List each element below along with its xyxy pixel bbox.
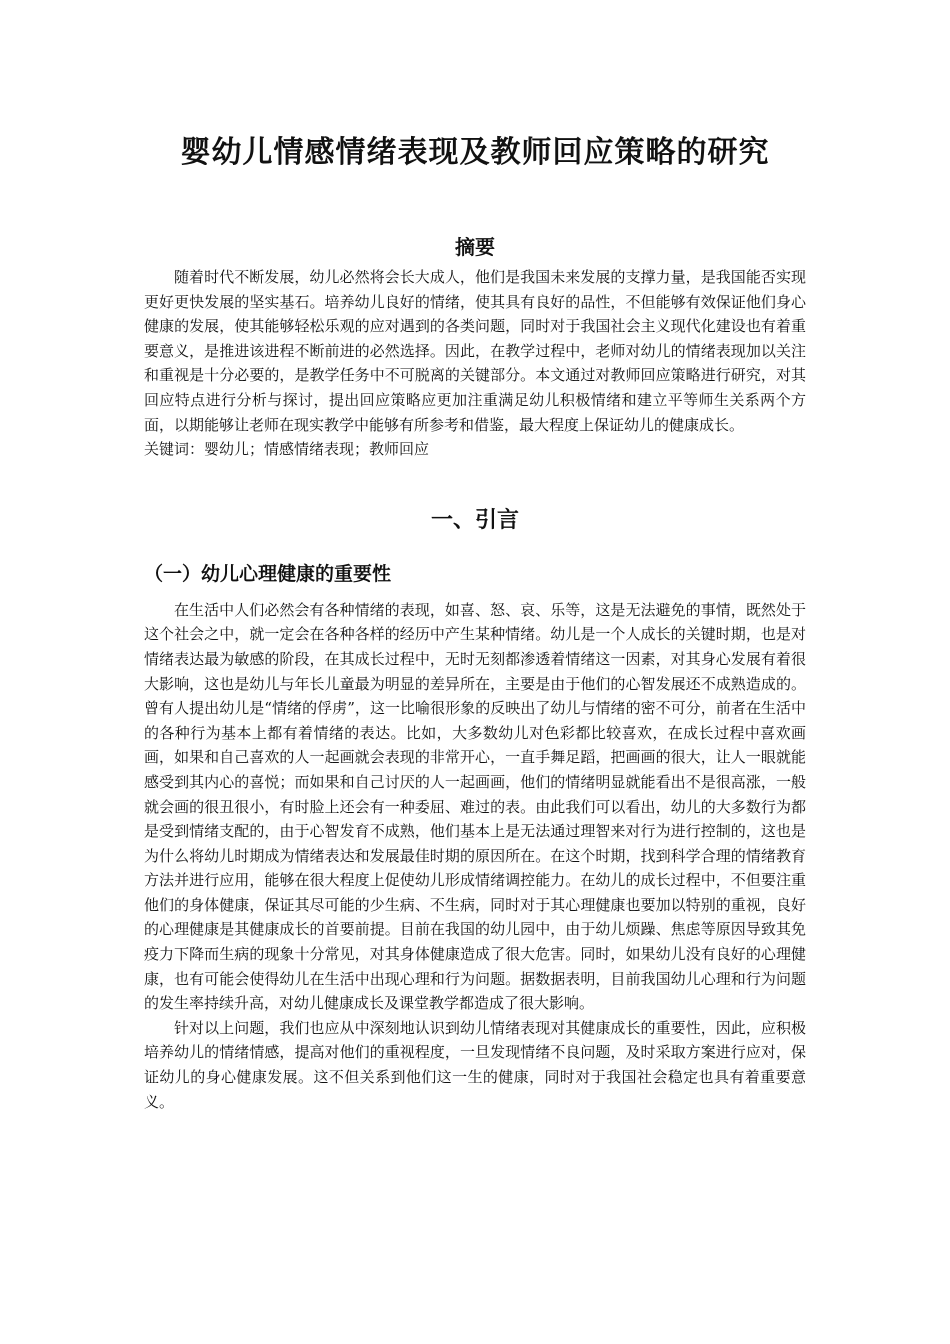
abstract-text: 随着时代不断发展，幼儿必然将会长大成人，他们是我国未来发展的支撑力量，是我国能否实现更好更快发展的坚实基石。培养幼儿良好的情绪，使其具有良好的品性，不但能够有效保证他们身心健康的发展，使其能够轻松乐观的应对遇到的各类问题，同时对于我国社会主义现代化建设也有着重要意义，是推进该进程不断前进的必然选择。因此，在教学过程中，老师对幼儿的情绪表现加以关注和重视是十分必要的，是教学任务中不可脱离的关键部分。本文通过对教师回应策略进行研究，对其回应特点进行分析与探讨，提出回应策略应更加注重满足幼儿积极情绪和建立平等师生关系两个方面，以期能够让老师在现实教学中能够有所参考和借鉴，最大程度上保证幼儿的健康成长。 [144,268,806,434]
paper-title: 婴幼儿情感情绪表现及教师回应策略的研究 [180,135,770,170]
body-paragraph-1: 在生活中人们必然会有各种情绪的表现，如喜、怒、哀、乐等，这是无法避免的事情，既然处于这个社会之中，就一定会在各种各样的经历中产生某种情绪。幼儿是一个人成长的关键时期，也是对情绪表达最为敏感的阶段，在其成长过程中，无时无刻都渗透着情绪这一因素，对其身心发展有着很大影响，这也是幼儿与年长儿童最为明显的差异所在，主要是由于他们的心智发展还不成熟造成的。曾有人提出幼儿是“情绪的俘虏”，这一比喻很形象的反映出了幼儿与情绪的密不可分，前者在生活中的各种行为基本上都有着情绪的表达。比如，大多数幼儿对色彩都比较喜欢，在成长过程中喜欢画画，如果和自己喜欢的人一起画就会表现的非常开心，一直手舞足蹈，把画画的很大，让人一眼就能感受到其内心的喜悦；而如果和自己讨厌的人一起画画，他们的情绪明显就能看出不是很高涨，一般就会画的很丑很小，有时脸上还会有一种委屈、难过的表。由此我们可以看出，幼儿的大多数行为都是受到情绪支配的，由于心智发育不成熟，他们基本上是无法通过理智来对行为进行控制的，这也是为什么将幼儿时期成为情绪表达和发展最佳时期的原因所在。在这个时期，找到科学合理的情绪教育方法并进行应用，能够在很大程度上促使幼儿形成情绪调控能力。在幼儿的成长过程中，不但要注重他们的身体健康，保证其尽可能的少生病、不生病，同时对于其心理健康也要加以特别的重视，良好的心理健康是其健康成长的首要前提。目前在我国的幼儿园中，由于幼儿烦躁、焦虑等原因导致其免疫力下降而生病的现象十分常见，对其身体健康造成了很大危害。同时，如果幼儿没有良好的心理健康，也有可能会使得幼儿在生活中出现心理和行为问题。据数据表明，目前我国幼儿心理和行为问题的发生率持续升高，对幼儿健康成长及课堂教学都造成了很大影响。 [144,600,806,1013]
abstract-heading: 摘要 [455,235,495,259]
keywords: 关键词：婴幼儿；情感情绪表现；教师回应 [144,440,430,459]
section-heading-introduction: 一、引言 [430,507,519,533]
body-paragraph-2: 针对以上问题，我们也应从中深刻地认识到幼儿情绪表现对其健康成长的重要性，因此，应积极培养幼儿的情绪情感，提高对他们的重视程度，一旦发现情绪不良问题，及时采取方案进行应对，保证幼儿的身心健康发展。这不但关系到他们这一生的健康，同时对于我国社会稳定也具有着重要意义。 [144,1018,806,1111]
subsection-heading-mental-health: （一）幼儿心理健康的重要性 [144,562,392,585]
